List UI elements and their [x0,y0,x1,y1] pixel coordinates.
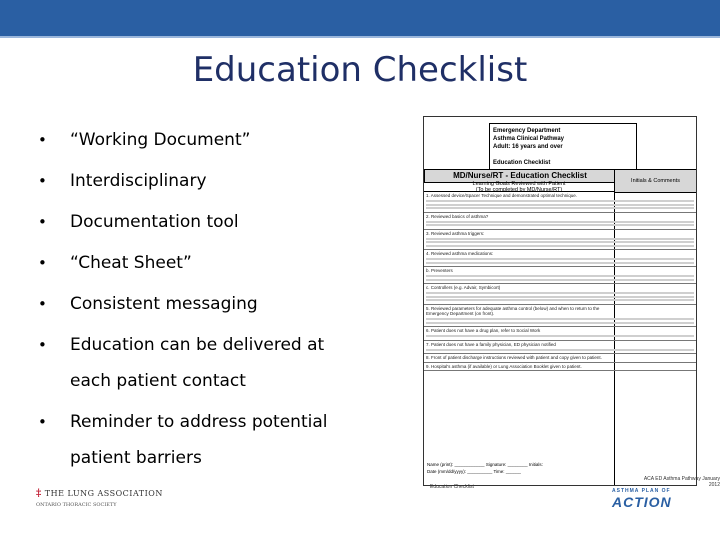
lung-association-logo-title [36,488,176,499]
bullet-icon: • [38,172,47,190]
bullet-text-continued: patient barriers [70,448,202,468]
bullet-item [38,404,338,476]
lung-association-subtitle: ONTARIO THORACIC SOCIETY [36,502,117,508]
document-rows [424,192,696,371]
text-line [426,279,694,281]
top-banner-divider [0,36,720,38]
document-header-line: Education Checklist [493,160,551,166]
document-subtitle [424,181,614,192]
double-cross-icon: ‡ [36,488,42,499]
bullet-text: “Working Document” [70,130,251,150]
document-caption-right: ACA ED Asthma Pathway January 2012 [643,476,720,488]
text-line [426,262,694,264]
bullet-text-continued: each patient contact [70,371,246,391]
document-row [424,363,696,372]
document-row [424,284,696,305]
text-line [426,204,694,206]
lung-association-name: THE LUNG ASSOCIATION [44,489,163,498]
document-footer [424,461,697,475]
bullet-item [38,163,338,199]
text-line [426,221,694,223]
lung-association-logo [36,488,176,512]
text-line [426,275,694,277]
document-row-text: 4. Reviewed asthma medications: [426,251,494,256]
document-row-text: 3. Reviewed asthma triggers: [426,230,485,236]
text-line [426,224,694,226]
bullet-text: Education can be delivered at [70,335,325,355]
document-caption-left: Education Checklist [430,484,474,490]
document-row-text: 7. Patient does not have a family physician, ED physician notified [426,341,556,347]
bullet-icon: • [38,254,47,272]
asthma-plan-logo-top: ASTHMA PLAN OF [612,488,671,494]
text-line [426,296,694,298]
document-header-line: Emergency Department [493,128,561,134]
bullet-icon: • [38,413,47,431]
bullet-icon: • [38,295,47,313]
document-header-line: Asthma Clinical Pathway [493,136,565,142]
document-footer-row: Name (print): ____________ Signature: ________ Initials: [427,462,543,467]
text-line [426,292,694,294]
bullet-item [38,327,338,399]
document-row [424,305,696,328]
bullet-item [38,204,338,240]
document-row-text: c. Controllers (e.g. Advair, Symbicort) [426,285,501,290]
top-banner [0,0,720,36]
document-row-text: 6. Patient does not have a drug plan, refer to Social Work [426,328,541,333]
footer-signature-label: Signature: [485,462,507,467]
document-header-box [489,123,637,171]
asthma-plan-logo-action: ACTION [612,494,672,510]
document-footer-row: Date (mm/dd/yyyy): __________ Time: ______ [427,469,521,474]
bullet-icon: • [38,336,47,354]
bullet-list [38,122,338,481]
footer-time-label: Time: [493,469,505,474]
text-line [426,258,694,260]
text-line [426,318,694,320]
footer-date-label: Date (mm/dd/yyyy): [427,469,467,474]
slide-title: Education Checklist [192,50,528,90]
document-row [424,230,696,251]
bullet-icon: • [38,131,47,149]
asthma-plan-of-action-logo [612,488,692,510]
document-subtitle-note: (To be completed by MD/Nurse/RT) [475,187,563,193]
text-line [426,245,694,247]
document-row-text: 5. Reviewed parameters for adequate asthma control (below) and when to return to the Emergency Department (on front). [426,305,600,316]
text-line [426,335,694,337]
text-line [426,241,694,243]
bullet-item [38,286,338,322]
bullet-text: Interdisciplinary [70,171,207,191]
text-line [426,238,694,240]
footer-name-label: Name (print): [427,462,454,467]
bullet-text: “Cheat Sheet” [70,253,192,273]
document-row-text: b. Preventers [426,268,453,273]
text-line [426,200,694,202]
document-row [424,327,696,341]
text-line [426,322,694,324]
document-row [424,250,696,267]
footer-initials-label: Initials: [528,462,543,467]
document-row [424,354,696,363]
document-row [424,267,696,284]
bullet-item [38,245,338,281]
document-header-line [493,151,633,159]
document-row-text: 9. Hospital's asthma (if available) or Lung Association Booklet given to patient. [426,363,582,369]
checklist-document-image [423,116,697,486]
document-title: MD/Nurse/RT - Education Checklist [424,169,616,183]
document-side-header: Initials & Comments [614,169,697,193]
document-row-text: 8. Front of patient discharge instructions reviewed with patient and copy given to patient. [426,355,602,360]
text-line [426,349,694,351]
bullet-icon: • [38,213,47,231]
document-subtitle-main: Learning Goals Reviewed with Patient [472,181,566,187]
bullet-text: Documentation tool [70,212,239,232]
text-line [426,299,694,301]
bullet-text: Consistent messaging [70,294,258,314]
bullet-text: Reminder to address potential [70,412,328,432]
bullet-item [38,122,338,158]
text-line [426,207,694,209]
document-row [424,341,696,355]
document-row-text: 1. Assessed device/Spacer Technique and demonstrated optimal technique. [426,193,578,198]
document-header-line: Adult: 16 years and over [493,144,563,150]
document-row [424,192,696,213]
document-row-text: 2. Reviewed basics of asthma? [426,213,489,219]
document-row [424,213,696,230]
